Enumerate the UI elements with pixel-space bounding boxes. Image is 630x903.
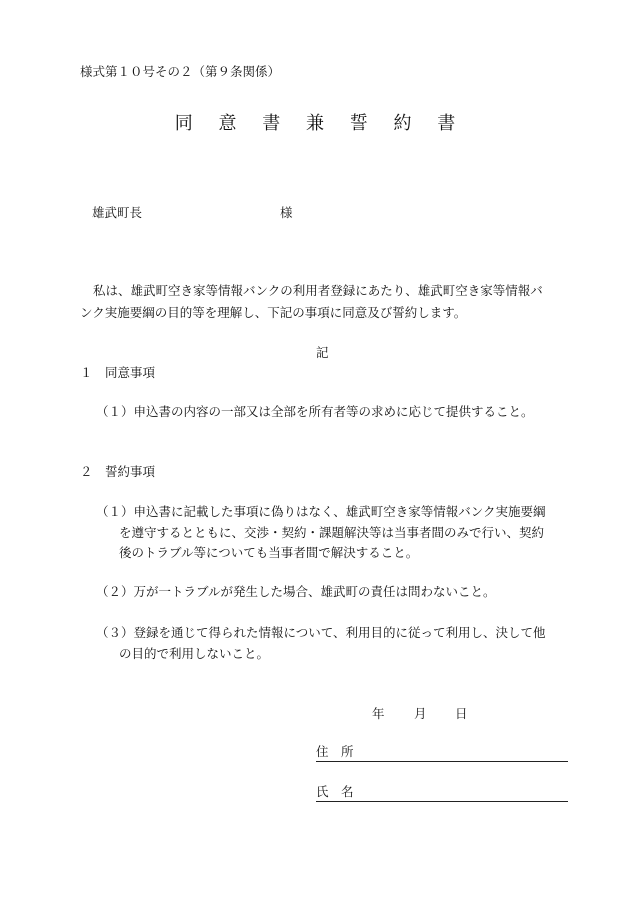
addressee-honorific: 様 [280, 205, 293, 220]
title-char: 意 [218, 113, 237, 134]
ki-label: 記 [316, 345, 329, 360]
section-2-item-1-line-2: を遵守するとともに、交渉・契約・課題解決等は当事者間のみで行い、契約 [119, 525, 545, 540]
section-2-item-1-line-1: （１）申込書に記載した事項に偽りはなく、雄武町空き家等情報バンク実施要綱 [96, 504, 546, 519]
title-char: 同 [174, 113, 193, 134]
name-label: 氏 名 [316, 784, 354, 799]
title-char: 書 [262, 113, 281, 134]
address-underline [316, 761, 568, 762]
section-2-item-3-line-1: （３）登録を通じて得られた情報について、利用目的に従って利用し、決して他 [96, 625, 546, 640]
date-year: 年 [372, 706, 385, 721]
intro-line-1: 私は、雄武町空き家等情報バンクの利用者登録にあたり、雄武町空き家等情報バ [93, 283, 543, 298]
intro-line-2: ンク実施要綱の目的等を理解し、下記の事項に同意及び誓約します。 [80, 305, 467, 320]
address-label: 住 所 [316, 744, 354, 759]
date-month: 月 [414, 706, 427, 721]
title-char: 誓 [349, 113, 368, 134]
form-number: 様式第１０号その２（第９条関係） [80, 64, 281, 79]
section-2-item-2: （２）万が一トラブルが発生した場合、雄武町の責任は問わないこと。 [96, 584, 496, 599]
section-2-item-3-line-2: の目的で利用しないこと。 [119, 646, 270, 661]
title-char: 兼 [306, 113, 324, 134]
section-1-item-1: （１）申込書の内容の一部又は全部を所有者等の求めに応じて提供すること。 [96, 404, 534, 419]
title-char: 約 [393, 113, 412, 134]
section-1-heading: １ 同意事項 [80, 365, 156, 380]
date-day: 日 [455, 706, 468, 721]
name-underline [316, 801, 568, 802]
section-2-item-1-line-3: 後のトラブル等についても当事者間で解決すること。 [119, 545, 419, 560]
document-title [0, 115, 630, 133]
title-char: 書 [437, 113, 456, 134]
addressee-name: 雄武町長 [92, 205, 143, 220]
section-2-heading: ２ 誓約事項 [80, 464, 156, 479]
